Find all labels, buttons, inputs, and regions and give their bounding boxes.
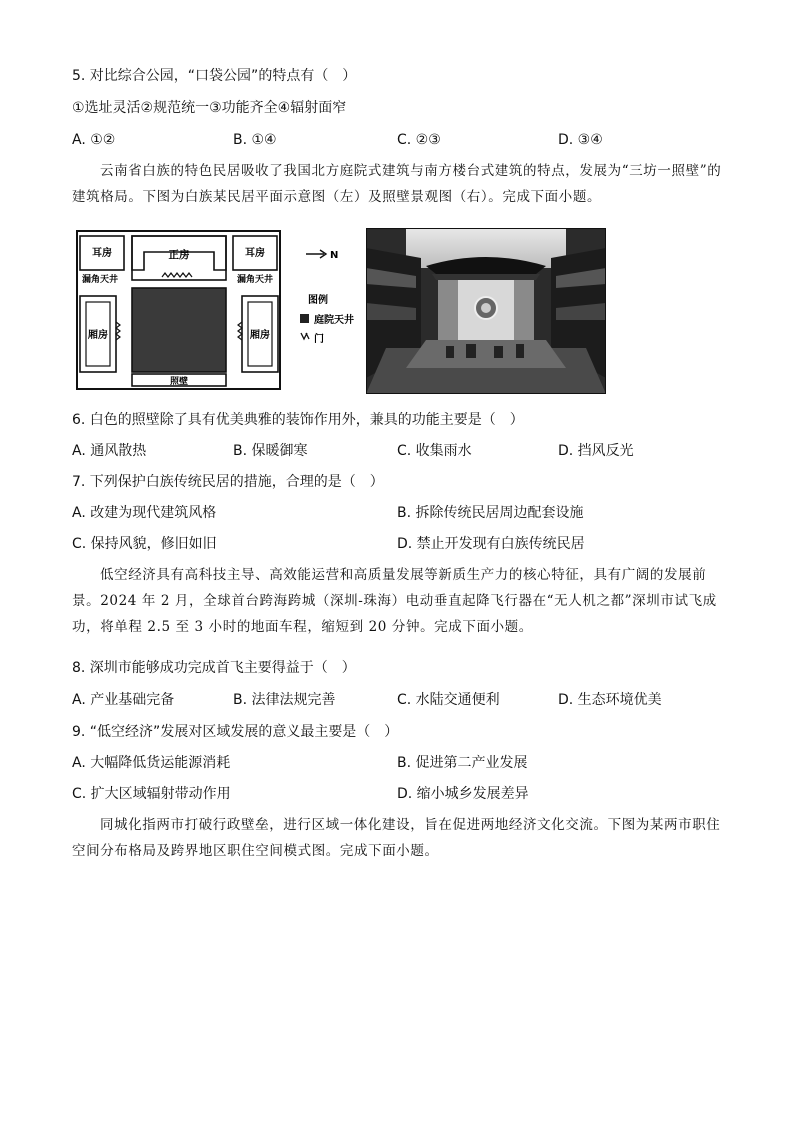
q8-stem: 8. 深圳市能够成功完成首飞主要得益于（ ）: [72, 660, 356, 676]
q7-options-row2: [72, 534, 732, 554]
plan-legend: [298, 228, 368, 388]
q9-options-row2: [72, 784, 732, 804]
q5-stem: 5. 对比综合公园，“口袋公园”的特点有（ ）: [72, 68, 357, 84]
q7-option-b: B. 拆除传统民居周边配套设施: [397, 505, 584, 521]
legend-title: 图例: [308, 295, 328, 306]
q8-option-d: D. 生态环境优美: [558, 692, 662, 708]
q6-option-c: C. 收集雨水: [397, 443, 472, 459]
intro-paragraph-city-integration: 同城化指两市打破行政壁垒，进行区域一体化建设，旨在促进两地经济文化交流。下图为某两市职住空间分布格局及跨界地区职住空间模式图。完成下面小题。: [72, 817, 721, 859]
legend-courtyard-label: 庭院天井: [314, 315, 354, 326]
legend-door-label: 门: [314, 334, 324, 345]
q6-option-a: A. 通风散热: [72, 443, 147, 459]
q8-option-b: B. 法律法规完善: [233, 692, 336, 708]
ear-room-left-label: 耳房: [92, 248, 112, 259]
q5-option-c: C. ②③: [397, 132, 441, 148]
house-plan-diagram: [76, 230, 281, 390]
door-symbol-icon: [301, 333, 309, 339]
corner-court-right-label: 漏角天井: [236, 275, 274, 285]
main-hall-label: 正房: [168, 249, 190, 261]
courtyard-area: [132, 288, 226, 372]
figure-group: [76, 228, 608, 396]
intro-paragraph-bai: 云南省白族的特色民居吸收了我国北方庭院式建筑与南方楼台式建筑的特点，发展为“三坊一照壁”的建筑格局。下图为白族某民居平面示意图（左）及照壁景观图（右）。完成下面小题。: [72, 163, 722, 205]
corner-court-left-label: 漏角天井: [81, 275, 119, 285]
q7-option-d: D. 禁止开发现有白族传统民居: [397, 536, 585, 552]
q9-option-c: C. 扩大区域辐射带动作用: [72, 786, 231, 802]
q7-options-row1: [72, 503, 732, 523]
q6-option-d: D. 挡风反光: [558, 443, 634, 459]
side-room-left-label: 厢房: [88, 330, 108, 341]
q9-options-row1: [72, 753, 732, 773]
ear-room-right-label: 耳房: [245, 248, 265, 259]
q9-option-a: A. 大幅降低货运能源消耗: [72, 755, 231, 771]
north-label: N: [330, 250, 339, 261]
q5-option-d: D. ③④: [558, 132, 603, 148]
q7-stem: 7. 下列保护白族传统民居的措施，合理的是（ ）: [72, 474, 384, 490]
q7-option-a: A. 改建为现代建筑风格: [72, 505, 217, 521]
q5-items: ①选址灵活②规范统一③功能齐全④辐射面窄: [72, 100, 347, 116]
q9-option-d: D. 缩小城乡发展差异: [397, 786, 529, 802]
q6-option-b: B. 保暖御寒: [233, 443, 308, 459]
screen-wall-photo: [366, 228, 606, 394]
q8-options: [72, 690, 732, 710]
q6-options: [72, 441, 732, 461]
intro-paragraph-low-altitude: 低空经济具有高科技主导、高效能运营和高质量发展等新质生产力的核心特征，具有广阔的发展前景。2024 年 2 月，全球首台跨海跨城（深圳-珠海）电动垂直起降飞行器在“无人机之都”深圳市试飞成功，将单程 2.5 至 3 小时的地面车程，缩短到 20 分钟。完成下面小题。: [72, 567, 717, 635]
side-room-right-label: 厢房: [250, 330, 270, 341]
q5-option-b: B. ①④: [233, 132, 277, 148]
screen-wall-label: 照壁: [169, 377, 189, 387]
q5-options: [72, 130, 732, 150]
q6-stem: 6. 白色的照壁除了具有优美典雅的装饰作用外，兼具的功能主要是（ ）: [72, 412, 524, 428]
q7-option-c: C. 保持风貌，修旧如旧: [72, 536, 217, 552]
courtyard-swatch-icon: [300, 314, 309, 323]
q5-option-a: A. ①②: [72, 132, 116, 148]
q9-option-b: B. 促进第二产业发展: [397, 755, 528, 771]
q8-option-c: C. 水陆交通便利: [397, 692, 500, 708]
q9-stem: 9. “低空经济”发展对区域发展的意义最主要是（ ）: [72, 724, 399, 740]
q8-option-a: A. 产业基础完备: [72, 692, 175, 708]
